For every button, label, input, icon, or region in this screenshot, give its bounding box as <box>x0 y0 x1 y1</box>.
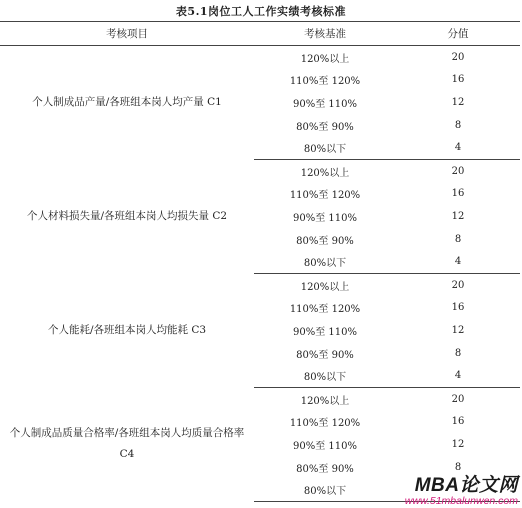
score-cell: 20 <box>451 393 465 405</box>
criterion-cell: 80%以下 <box>254 365 396 388</box>
score-cell: 4 <box>396 251 520 274</box>
criterion-cell: 110%至 120% <box>289 190 361 202</box>
watermark-brand: MBA论文网 <box>414 474 518 496</box>
criterion-cell: 80%至 90% <box>296 121 354 133</box>
item-cell: 个人制成品产量/各班组本岗人均产量 C1 <box>32 96 222 109</box>
header-score: 分值 <box>396 22 520 46</box>
score-cell: 20 <box>451 279 465 291</box>
item-cell: 个人制成品质量合格率/各班组本岗人均质量合格率 C4 <box>9 427 245 461</box>
watermark-url: www.51mbalunwen.com <box>404 494 518 507</box>
criterion-cell: 120%以上 <box>300 395 350 407</box>
score-cell: 12 <box>451 96 465 108</box>
header-criterion: 考核基准 <box>254 22 396 46</box>
criterion-cell: 80%以下 <box>254 251 396 274</box>
header-item: 考核项目 <box>0 22 254 46</box>
item-cell: 个人能耗/各班组本岗人均能耗 C3 <box>47 323 207 336</box>
score-cell: 12 <box>451 324 465 336</box>
watermark <box>405 476 518 507</box>
score-cell: 16 <box>451 416 465 428</box>
score-cell: 20 <box>451 165 465 177</box>
criterion-cell: 120%以上 <box>300 167 350 179</box>
score-cell: 16 <box>451 302 465 314</box>
score-cell: 4 <box>396 365 520 388</box>
criterion-cell: 80%至 90% <box>296 463 354 475</box>
table-row <box>0 387 520 410</box>
score-cell: 12 <box>451 210 465 222</box>
criterion-cell: 90%至 110% <box>293 212 357 224</box>
group-c1 <box>0 46 520 160</box>
group-c2 <box>0 159 520 273</box>
score-cell: 8 <box>454 461 462 473</box>
assessment-table <box>0 21 520 502</box>
criterion-cell: 120%以上 <box>300 281 350 293</box>
criterion-cell: 90%至 110% <box>293 98 357 110</box>
criterion-cell: 80%至 90% <box>296 349 354 361</box>
criterion-cell: 80%以下 <box>254 137 396 160</box>
item-cell: 个人材料损失量/各班组本岗人均损失量 C2 <box>26 209 228 222</box>
table-title: 表5.1岗位工人工作实绩考核标准 <box>175 5 347 18</box>
group-c3 <box>0 273 520 387</box>
criterion-cell: 120%以上 <box>300 53 350 65</box>
score-cell: 12 <box>451 438 465 450</box>
table-row <box>0 46 520 69</box>
score-cell: 8 <box>454 233 462 245</box>
score-cell: 8 <box>454 119 462 131</box>
score-cell: 20 <box>451 51 465 63</box>
criterion-cell: 90%至 110% <box>293 440 357 452</box>
table-row <box>0 159 520 182</box>
score-cell: 4 <box>396 137 520 160</box>
criterion-cell: 80%至 90% <box>296 235 354 247</box>
score-cell: 16 <box>451 188 465 200</box>
criterion-cell: 90%至 110% <box>293 326 357 338</box>
criterion-cell: 110%至 120% <box>289 76 361 88</box>
score-cell: 8 <box>454 347 462 359</box>
table-row <box>0 273 520 296</box>
criterion-cell: 110%至 120% <box>289 418 361 430</box>
header-row <box>0 22 520 46</box>
criterion-cell: 110%至 120% <box>289 304 361 316</box>
score-cell: 16 <box>451 74 465 86</box>
criterion-cell: 80%以下 <box>254 479 396 502</box>
